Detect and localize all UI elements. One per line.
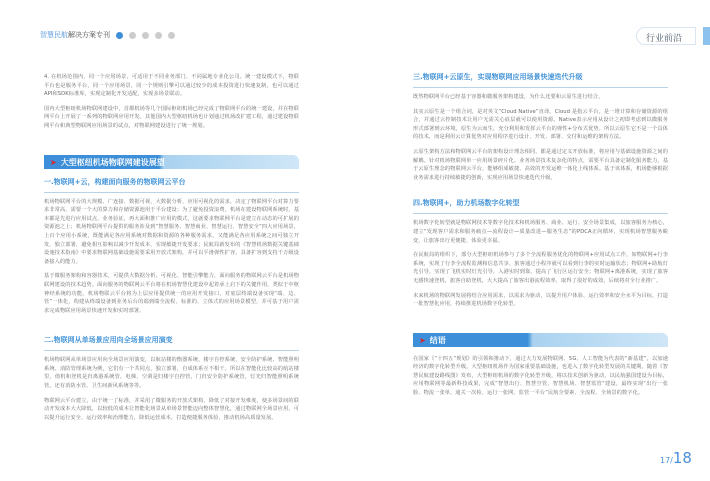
left-column	[44, 73, 299, 428]
section-heading: 三.物联网+云原生，实现物联网应用场景快速迭代升级	[413, 72, 668, 88]
section-tab: 行业前沿	[636, 27, 696, 45]
paragraph: 在民航局的组织下，部分大型枢纽机场参与了多个全流程服务优化的物联网+应用试点工作，如物联网+行李系统，实现了行李全流程监测和信息共享，旅客通过小程序就可以看到行李的实时运输状态；物联网+助航灯光引导，实现了飞机实时灯光引导，入港实时到靠，提高了飞行区运行安全；物联网+离港系统，实现了旅客无感快速登机，旅客自助登机，大大提高了旅客出港流程效率，取得了很好的成效，后续将对全行业推广。	[413, 252, 668, 284]
section-tab-bar	[703, 27, 710, 45]
paragraph: 机场物联网从单场景应用向全场景应用演变，以航站楼的衡器系统、楼宇自控系统、安全防护系统、智能照明系统、消防管理系统为例，它们有一个共同点，独立部署，自成体系互不相干。所以在智能化比较高的航站楼里，值机和登机是归离港系统管，电梯、空调是归楼宇自控管，门归安全防护系统管，灯光归智能照明系统管，还有消防水管、卫生间新风系统等等。	[44, 357, 299, 390]
section-banner	[413, 333, 668, 347]
section-heading: 一.物联网+云，构建面向服务的物联网云平台	[44, 177, 299, 193]
right-column	[413, 72, 668, 404]
page-total: 18	[672, 449, 692, 467]
banner-title: 结语	[429, 335, 446, 345]
arrow-icon: ➤	[50, 157, 57, 167]
paragraph: 未来机场的物联网发展将结合应用需求，以需求为驱动，以提升用户体验、运行效率和安全水平为目标，打造一批智慧化应用，持续推进机场数字化转型。	[413, 292, 668, 308]
paragraph: 既然物联网平台已经基于容器和微服务架构建设，为什么还要和云原生进行结合。	[413, 94, 604, 100]
nav-dot-icon[interactable]	[142, 32, 149, 39]
paragraph: 机场数字化转型就是物联网技术等数字化技术和机场服务、商业、运行、安全场景集成，以旅客服务为核心，建立“发现客户需求和服务痛点—流程设计—质量改进—服务生态”的PDCA正向循环，实现机场智慧服务蜕变，让旅客出行更便捷、体验更幸福。	[413, 220, 668, 244]
paragraph: 4. 在机场范围内，同一个应用场景，可适用于不同业务部门、不同属地专业化公司。统一建设模式下，物联平台也是服务平台，同一个应用场景，同一个规则引擎可以通过较少的成本投资进行快速复制，也可以通过API和SDK标准库，实现定制化开发适配，实现多场景联动。	[44, 74, 299, 98]
page-current: 17/	[660, 456, 673, 465]
nav-dot-icon[interactable]	[116, 32, 123, 39]
banner-title: 大型枢纽机场物联网建设展望	[60, 157, 165, 167]
nav-dot-icon[interactable]	[168, 32, 175, 39]
paragraph: 物联网云平台建立，由于统一了标准，并采用了微服务的开放式架构，降低了对接开发难度，使多场景间的联动开发成本大大降低，以较低的成本让智能化场景从单场景智能迈向整体智慧化，通过物联网全场景应用，可以提升运行安全、运行效率和治理能力，降低运营成本，打造便捷服务体验，推动机场高质量发展。	[44, 397, 299, 421]
nav-dot-icon[interactable]	[155, 32, 162, 39]
brand-rest: 解决方案专刊	[68, 31, 110, 39]
paragraph: 其实云原生是一个组合词，是对英文“Cloud Native”直译。Cloud 是指云平台，是一堆计算和存储资源的组合，并通过云控制技术让用户无需关心底层就可以使用资源。Native表示应用从设计之初即考虑到以微服务形式部署到云环境，原生为云而生，充分利用和发挥云平台的弹性+分布式优势。所以云原生它不是一个具体的技术，而是利用云计算优势对应用程序进行设计、开发、部署、交付和运维的架构方法。	[413, 108, 668, 141]
magazine-header	[40, 30, 175, 40]
brand-highlight: 智慧民航	[40, 31, 68, 39]
paragraph: 国内大型枢纽机场物联网建设中，首都机场等几个国际枢纽机场已经完成了物联网平台的统一建设，并在物联网平台上开展了一系列的物联网应用开发。其他国内大型枢纽机场也计划通过机场改扩建工程，通过建设物联网平台和典型物联网应用场景的试点，对物联网建设进行了统一规划。	[44, 105, 299, 129]
paragraph: 机场物联网平台的大规模、广连接、数据可视、大数据分析、应用可视化的需求，决定了物联网平台对算力要求非常高，需要一个大的算力和存储资源池用于平台建设；为了避免投资浪费，机场在建设物联网系统时，基本都是先进行应用试点，业务验证，再大面积推广应用的模式，这就要求物联网平台是建立在动态的可扩展的资源池之上；机场物联网平台提供的服务涉及到“智慧服务、智慧商业、智慧运行、智慧安全”四大应用场景，上百个应用小系统，既能满足各应用系统对数据和资源的各种服务需求，又能满足各应用系统之间可独立开发、独立部署，避免相互影响以减少开发成本，实现敏捷开发要求；民航局新发布的《智慧机场数据关键基础设施技术指南》中要求物联网基础设施需要采用开放式架构，并可以平滑弹性扩容，具备扩容到支持千万级设备接入的能力。	[44, 198, 299, 265]
page-number	[660, 448, 692, 467]
paragraph: 基于微服务架构和容器技术，可提供大数据分析、可视化、智能引擎能力，面向服务的物联网云平台是机场物联网建设的技术趋势。面向服务的物联网云平台将在机场智慧化建设中起着承上启下的关键作用，类似于中枢神经系统的功能。机场物联云平台将为上层应用提供统一的应用开发接口，对底层终端设备实现“端、边、管”一体化，构建从终端设备到业务后台的端到端全流程、标准的、立体式的应用场景模型，并可基于用户需求完成物联应用场景快速开发和实时部署。	[44, 273, 299, 314]
paragraph: 云原生架构方法和物联网云平台的架构设计理念相同，都是通过定义开放标准，将应用与基础设施资源之间的解耦。针对机场物联网单一应用场景碎片化、业务场景技术复杂化的特点，需要平台具备定制化服务能力，基于云原生理念的物联网云平台，能够组成敏捷、高效的开发运维一体化上线体系。基于该体系，机场能够根据业务需求进行持续敏捷的创新，实现应用场景快速迭代升级。	[413, 148, 668, 181]
arrow-icon: ➤	[419, 335, 426, 345]
section-banner	[44, 155, 299, 169]
section-heading: 四.物联网+，助力机场数字化转型	[413, 198, 668, 214]
section-heading: 二.物联网从单场景应用向全场景应用演变	[44, 335, 299, 351]
paragraph: 在国家《“十四五”规划》的引领和推动下，通过大力发展物联网、5G、人工智能为代表的“新基建”，以加速经济的数字化转型升级。大型枢纽机场作为国家重要基础设施，也进入了数字化转型发展的关键期。随着《智慧民航建设路线图》发布，大型枢纽机场的数字化转型升级，将以技术创新为驱动，以民航强国建设为目标，应用物联网等最新科技成果，完成“智慧出行、智慧空管、智慧机场、智慧监管”建设，最终实现“出行一张脸、物流一张单、通关一次检、运行一张网、监管一平台”民航全要素、全流程、全场景的数字化。	[413, 355, 668, 397]
nav-dot-icon[interactable]	[129, 32, 136, 39]
